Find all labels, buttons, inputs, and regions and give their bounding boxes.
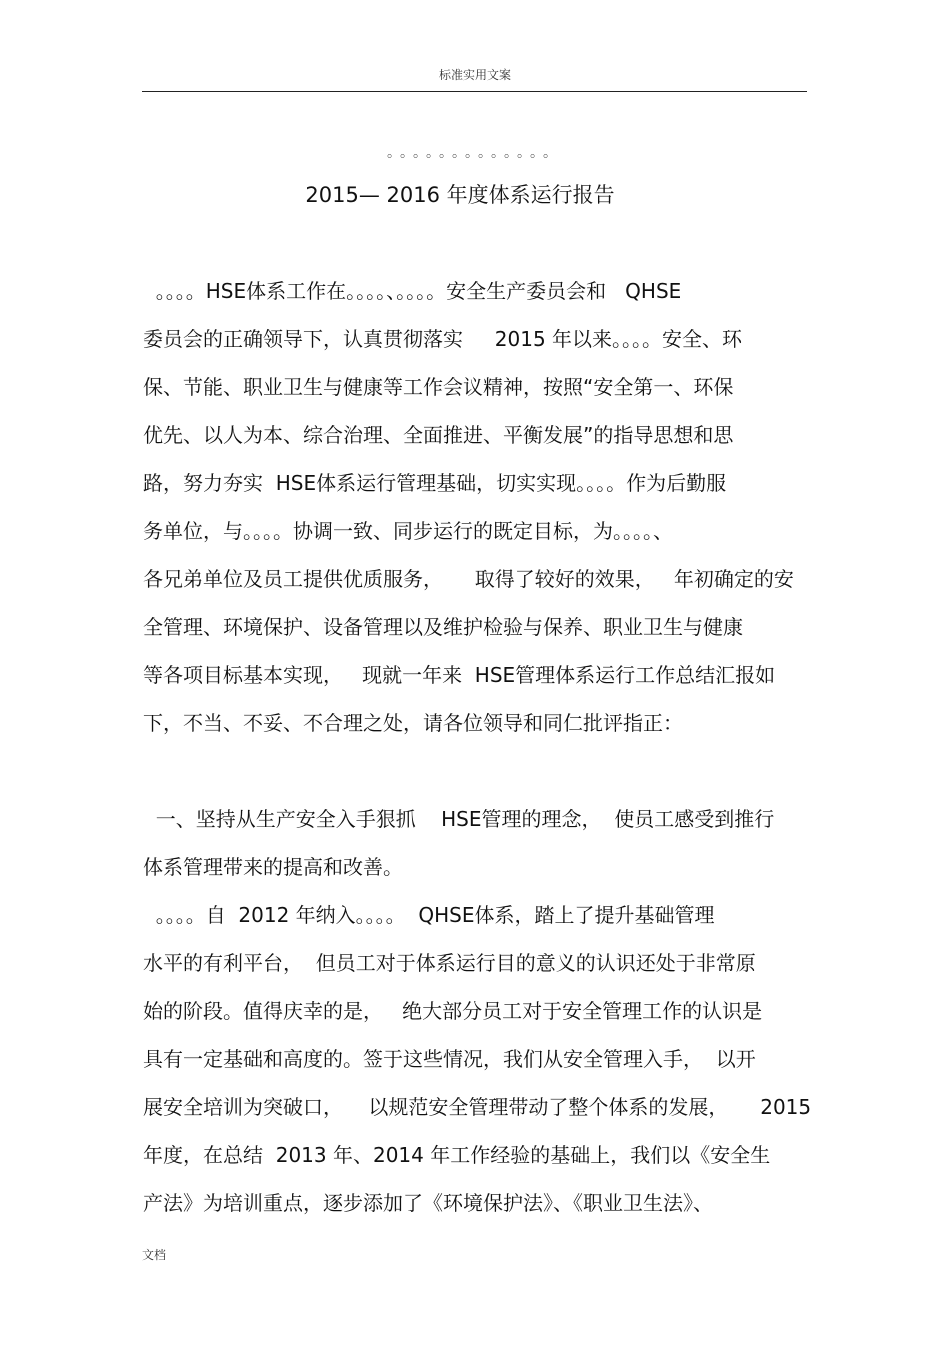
header-divider <box>142 91 807 92</box>
body-line: 具有一定基础和高度的。签于这些情况，我们从安全管理入手， 以开 <box>143 1047 756 1071</box>
body-line: 优先、以人为本、综合治理、全面推进、平衡发展”的指导思想和思 <box>143 423 734 447</box>
section-heading-line: 体系管理带来的提高和改善。 <box>143 855 403 879</box>
body-line: 始的阶段。值得庆幸的是， 绝大部分员工对于安全管理工作的认识是 <box>143 999 763 1023</box>
section-heading-line: 一、坚持从生产安全入手狠抓 HSE管理的理念， 使员工感受到推行 <box>143 807 775 831</box>
body-line: 年度，在总结 2013 年、2014 年工作经验的基础上，我们以《安全生 <box>143 1143 771 1167</box>
placeholder-dots: 。。。。。。。。。。。。。 <box>387 145 563 161</box>
page-footer-label: 文档 <box>142 1248 167 1262</box>
report-title: 2015— 2016 年度体系运行报告 <box>305 183 615 207</box>
body-line: 水平的有利平台， 但员工对于体系运行目的意义的认识还处于非常原 <box>143 951 756 975</box>
body-line: 委员会的正确领导下，认真贯彻落实 2015 年以来。。。。安全、环 <box>143 327 743 351</box>
body-line: 等各项目标基本实现， 现就一年来 HSE管理体系运行工作总结汇报如 <box>143 663 776 687</box>
page-header-label: 标准实用文案 <box>438 68 511 82</box>
body-line: 下，不当、不妥、不合理之处，请各位领导和同仁批评指正： <box>143 711 683 735</box>
body-line: 展安全培训为突破口， 以规范安全管理带动了整个体系的发展， 2015 <box>143 1095 812 1119</box>
body-line: 保、节能、职业卫生与健康等工作会议精神，按照“安全第一、环保 <box>143 375 734 399</box>
body-line: 产法》为培训重点，逐步添加了《环境保护法》、《职业卫生法》、 <box>143 1191 713 1215</box>
body-line: 路，努力夯实 HSE体系运行管理基础，切实实现。。。。作为后勤服 <box>143 471 727 495</box>
body-line: 各兄弟单位及员工提供优质服务， 取得了较好的效果， 年初确定的安 <box>143 567 794 591</box>
body-line: 。。。。自 2012 年纳入。。。。 QHSE体系，踏上了提升基础管理 <box>143 903 715 927</box>
body-line: 务单位，与。。。。协调一致、同步运行的既定目标，为。。。。、 <box>143 519 673 543</box>
body-line: 。。。。HSE体系工作在。。。。、。。。。安全生产委员会和 QHSE <box>143 279 682 303</box>
body-line: 全管理、环境保护、设备管理以及维护检验与保养、职业卫生与健康 <box>143 615 743 639</box>
